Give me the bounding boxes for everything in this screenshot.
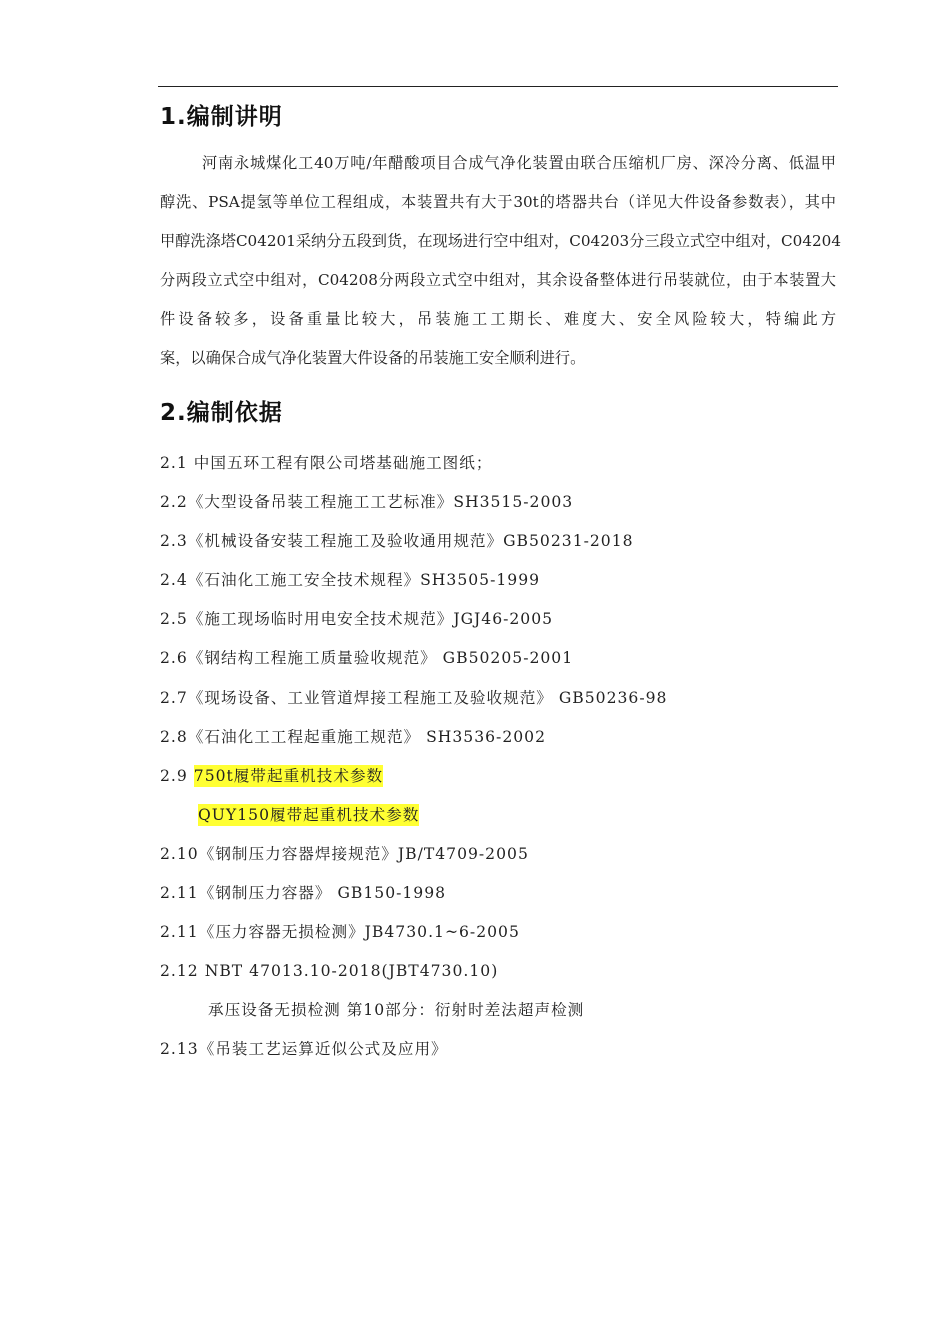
- reference-number: 2.11: [160, 923, 199, 942]
- reference-number: 2.5: [160, 610, 188, 629]
- reference-list: [160, 444, 840, 1070]
- reference-text: 《压力容器无损检测》JB4730.1~6-2005: [198, 923, 520, 942]
- reference-item: [160, 600, 840, 639]
- paragraph-line: 分两段立式空中组对，C04208分两段立式空中组对，其余设备整体进行吊装就位，由于本装置大: [160, 271, 836, 289]
- reference-item: [160, 483, 840, 522]
- reference-item: [160, 444, 840, 483]
- reference-text: 中国五环工程有限公司塔基础施工图纸；: [187, 454, 493, 472]
- reference-number: 2.8: [160, 727, 188, 746]
- reference-text: 《钢制压力容器焊接规范》JB/T4709-2005: [198, 844, 529, 863]
- reference-number: 2.11: [160, 884, 199, 903]
- reference-text: 《石油化工工程起重施工规范》 SH3536-2002: [187, 727, 547, 746]
- reference-number: 2.2: [160, 493, 188, 512]
- reference-text: 《机械设备安装工程施工及验收通用规范》GB50231-2018: [187, 532, 634, 551]
- reference-item: [160, 679, 840, 718]
- reference-text: 《钢结构工程施工质量验收规范》 GB50205-2001: [187, 649, 574, 668]
- reference-item: [160, 1030, 840, 1069]
- reference-item: [160, 561, 840, 600]
- paragraph-line: 件设备较多，设备重量比较大，吊装施工工期长、难度大、安全风险较大，特编此方: [160, 310, 836, 328]
- section-1-title: 1.编制讲明: [160, 104, 283, 130]
- reference-number: 2.10: [160, 844, 199, 863]
- reference-text: 承压设备无损检测 第10部分：衍射时差法超声检测: [208, 1001, 585, 1020]
- paragraph-line: 河南永城煤化工40万吨/年醋酸项目合成气净化装置由联合压缩机厂房、深冷分离、低温甲: [202, 154, 836, 172]
- reference-item: [160, 639, 840, 678]
- highlighted-reference-text: 750t履带起重机技术参数: [193, 766, 384, 785]
- reference-number: 2.1: [160, 454, 188, 472]
- reference-number: 2.9: [160, 766, 188, 785]
- reference-item: [160, 874, 840, 913]
- paragraph-line: 案，以确保合成气净化装置大件设备的吊装施工安全顺利进行。: [160, 349, 586, 367]
- reference-item: [160, 522, 840, 561]
- reference-text: 《吊装工艺运算近似公式及应用》: [198, 1040, 448, 1059]
- reference-text: 《现场设备、工业管道焊接工程施工及验收规范》 GB50236-98: [187, 688, 668, 707]
- reference-item: [160, 835, 840, 874]
- reference-number: 2.7: [160, 688, 188, 707]
- reference-number: 2.13: [160, 1040, 199, 1059]
- paragraph-line: 甲醇洗涤塔C04201采纳分五段到货，在现场进行空中组对，C04203分三段立式空中组对，C04204: [160, 232, 841, 250]
- reference-number: 2.4: [160, 571, 188, 590]
- reference-text: 《钢制压力容器》 GB150-1998: [198, 884, 447, 903]
- reference-number: 2.6: [160, 649, 188, 668]
- reference-item: [160, 718, 840, 757]
- section-1-paragraph: [160, 144, 841, 378]
- reference-number: 2.3: [160, 532, 188, 551]
- reference-item: [160, 913, 840, 952]
- header-rule: [158, 86, 838, 87]
- highlighted-reference-text: QUY150履带起重机技术参数: [198, 805, 420, 824]
- reference-text: 《大型设备吊装工程施工工艺标准》SH3515-2003: [187, 493, 574, 512]
- reference-item: [160, 991, 840, 1030]
- section-2-title: 2.编制依据: [160, 400, 283, 426]
- reference-text: 《施工现场临时用电安全技术规范》JGJ46-2005: [187, 610, 554, 629]
- reference-item: [160, 952, 840, 991]
- reference-item: [160, 757, 840, 796]
- reference-text: 《石油化工施工安全技术规程》SH3505-1999: [187, 571, 541, 590]
- reference-text: NBT 47013.10-2018(JBT4730.10): [198, 962, 499, 981]
- paragraph-line: 醇洗、PSA提氢等单位工程组成，本装置共有大于30t的塔器共台（详见大件设备参数表），其中: [160, 193, 836, 211]
- reference-number: 2.12: [160, 962, 199, 981]
- reference-item: [160, 796, 840, 835]
